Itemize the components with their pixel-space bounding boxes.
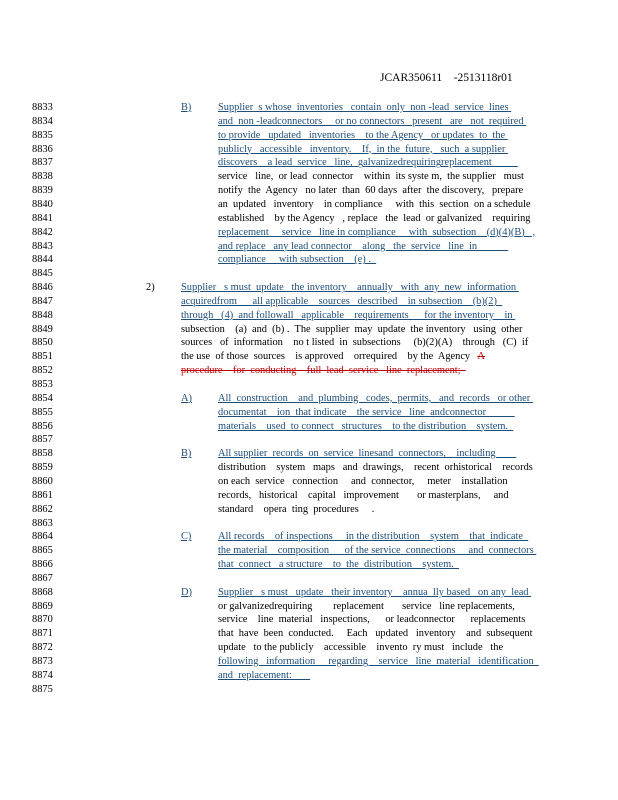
line-number: 8834 <box>32 115 53 127</box>
text-line <box>218 240 508 254</box>
inserted-text: replacement service line in compliance with subsection (d)(4)(B) , <box>218 226 536 238</box>
inserted-text: documentat ion that indicate the service line andconnector <box>218 406 515 418</box>
line-number: 8841 <box>32 212 53 224</box>
subsection-label: 2) <box>146 282 155 294</box>
line-number: 8869 <box>32 600 53 612</box>
inserted-text: discovers a lead service line, galvanizedrequiringreplacement <box>218 157 518 169</box>
line-number: 8837 <box>32 157 53 169</box>
text-line <box>218 420 513 434</box>
text-line <box>218 627 533 641</box>
line-number: 8839 <box>32 185 53 197</box>
inserted-text: Supplier s must update the inventory annually with any new information <box>181 282 519 294</box>
line-number: 8865 <box>32 545 53 557</box>
text-line <box>218 461 533 475</box>
plain-text: the use of those sources is approved orrequired by the Agency <box>181 351 478 363</box>
line-number: 8849 <box>32 323 53 335</box>
text-line <box>218 447 516 461</box>
deleted-text: procedure for conducting full lead service line replacement; <box>181 365 466 377</box>
text-line <box>181 364 466 378</box>
line-number: 8864 <box>32 531 53 543</box>
line-number: 8874 <box>32 669 53 681</box>
text-line <box>218 600 515 614</box>
line-number: 8862 <box>32 503 53 515</box>
line-number: 8873 <box>32 656 53 667</box>
line-number: 8836 <box>32 143 53 155</box>
text-line <box>218 184 523 198</box>
line-number: 8871 <box>32 628 53 640</box>
line-number: 8854 <box>32 392 53 404</box>
text-line <box>218 503 374 517</box>
plain-text: records, historical capital improvement or masterplans, and <box>218 489 509 501</box>
line-number: 8848 <box>32 309 53 321</box>
text-line <box>181 281 519 295</box>
text-line <box>218 198 531 212</box>
line-number: 8840 <box>32 198 53 210</box>
document-id-header: JCAR350611 -2513118r01 <box>380 72 513 84</box>
line-number: 8844 <box>32 254 53 266</box>
text-line <box>218 489 509 503</box>
inserted-text: acquiredfrom all applicable sources described in subsection (b)(2) <box>181 295 503 307</box>
plain-text: established by the Agency , replace the lead or galvanized requiring <box>218 212 531 224</box>
plain-text: service line material inspections, or leadconnector replacements <box>218 614 526 626</box>
line-number: 8853 <box>32 379 53 390</box>
line-number: 8860 <box>32 475 53 487</box>
plain-text: service line, or lead connector within its syste m, the supplier must <box>218 171 524 183</box>
inserted-text: and replace any lead connector along the service line in <box>218 240 509 252</box>
inserted-text: and replacement: <box>218 669 311 681</box>
plain-text: subsection (a) and (b) . The supplier may update the inventory using other <box>181 323 523 335</box>
inserted-text: and non -leadconnectors or no connectors present are not required <box>218 115 527 127</box>
inserted-text: All records of inspections in the distribution system that indicate <box>218 531 529 543</box>
plain-text: standard opera ting procedures . <box>218 503 375 515</box>
subsection-label: C) <box>181 531 192 543</box>
line-number: 8843 <box>32 240 53 252</box>
text-line <box>218 641 503 655</box>
line-number: 8850 <box>32 337 53 349</box>
plain-text: sources of information no t listed in subsections (b)(2)(A) through (C) if <box>181 337 529 349</box>
text-line <box>218 406 515 420</box>
line-number: 8857 <box>32 434 53 446</box>
text-line <box>218 392 533 406</box>
plain-text: that have been conducted. Each updated inventory and subsequent <box>218 628 533 640</box>
text-line <box>218 544 536 558</box>
text-line <box>218 253 376 267</box>
text-line <box>181 323 522 337</box>
line-number: 8835 <box>32 129 53 141</box>
text-line <box>218 226 535 240</box>
line-number: 8842 <box>32 226 53 238</box>
line-number: 8859 <box>32 462 53 474</box>
plain-text: distribution system maps and drawings, recent orhistorical records <box>218 462 533 474</box>
text-line <box>218 156 518 170</box>
text-line <box>218 655 539 669</box>
inserted-text: to provide updated inventories to the Agency or updates to the <box>218 129 508 141</box>
plain-text: on each service connection and connector, meter installation <box>218 475 508 487</box>
line-number: 8847 <box>32 295 53 307</box>
text-line <box>181 295 502 309</box>
text-line <box>218 212 530 226</box>
text-line <box>218 586 531 600</box>
plain-text: or galvanizedrequiring replacement service line replacements, <box>218 600 515 612</box>
line-number: 8875 <box>32 683 53 695</box>
text-line <box>181 336 528 350</box>
line-number: 8846 <box>32 282 53 294</box>
subsection-label: B) <box>181 102 192 113</box>
subsection-label: B) <box>181 448 192 460</box>
inserted-text: materials used to connect structures to the distribution system. <box>218 420 514 432</box>
line-number: 8868 <box>32 586 53 598</box>
line-number: 8833 <box>32 102 53 113</box>
line-number: 8855 <box>32 406 53 418</box>
text-line <box>218 115 526 129</box>
text-line <box>218 475 508 489</box>
inserted-text: All construction and plumbing codes, permits, and records or other <box>218 392 533 404</box>
inserted-text: following information regarding service line material identification <box>218 656 539 667</box>
inserted-text: compliance with subsection (e) . <box>218 254 377 266</box>
line-number: 8845 <box>32 268 53 280</box>
plain-text: an updated inventory in compliance with this section on a schedule <box>218 198 531 210</box>
line-number: 8852 <box>32 365 53 377</box>
text-line <box>218 558 459 572</box>
inserted-text: Supplier s whose inventories contain only non -lead service lines <box>218 102 512 113</box>
text-line <box>181 350 485 364</box>
line-number: 8870 <box>32 614 53 626</box>
text-line <box>181 309 515 323</box>
line-number: 8838 <box>32 171 53 183</box>
plain-text: update to the publicly accessible invento ry must include the <box>218 642 504 654</box>
line-number: 8863 <box>32 517 53 529</box>
inserted-text: Supplier s must update their inventory annua lly based on any lead <box>218 586 532 598</box>
line-number: 8866 <box>32 559 53 571</box>
inserted-text: through (4) and followall applicable requirements for the inventory in <box>181 309 516 321</box>
line-number: 8861 <box>32 489 53 501</box>
line-number: 8872 <box>32 642 53 654</box>
subsection-label: A) <box>181 392 192 404</box>
line-number: 8851 <box>32 351 53 363</box>
plain-text: notify the Agency no later than 60 days after the discovery, prepare <box>218 185 524 197</box>
inserted-text: that connect a structure to the distribution system. <box>218 559 459 571</box>
line-number: 8858 <box>32 448 53 460</box>
text-line <box>218 669 310 683</box>
inserted-text: the material composition of the service connections and connectors <box>218 545 537 557</box>
text-line <box>218 170 524 184</box>
line-number: 8867 <box>32 572 53 584</box>
text-line <box>218 530 528 544</box>
text-line <box>218 129 508 143</box>
text-line <box>218 143 508 157</box>
text-line <box>218 613 525 627</box>
inserted-text: All supplier records on service linesand connectors, including <box>218 448 517 460</box>
inserted-text: publicly accessible inventory. If, in the future, such a supplier <box>218 143 508 155</box>
subsection-label: D) <box>181 586 192 598</box>
line-number: 8856 <box>32 420 53 432</box>
deleted-text: A <box>477 351 485 363</box>
text-line <box>218 101 511 115</box>
